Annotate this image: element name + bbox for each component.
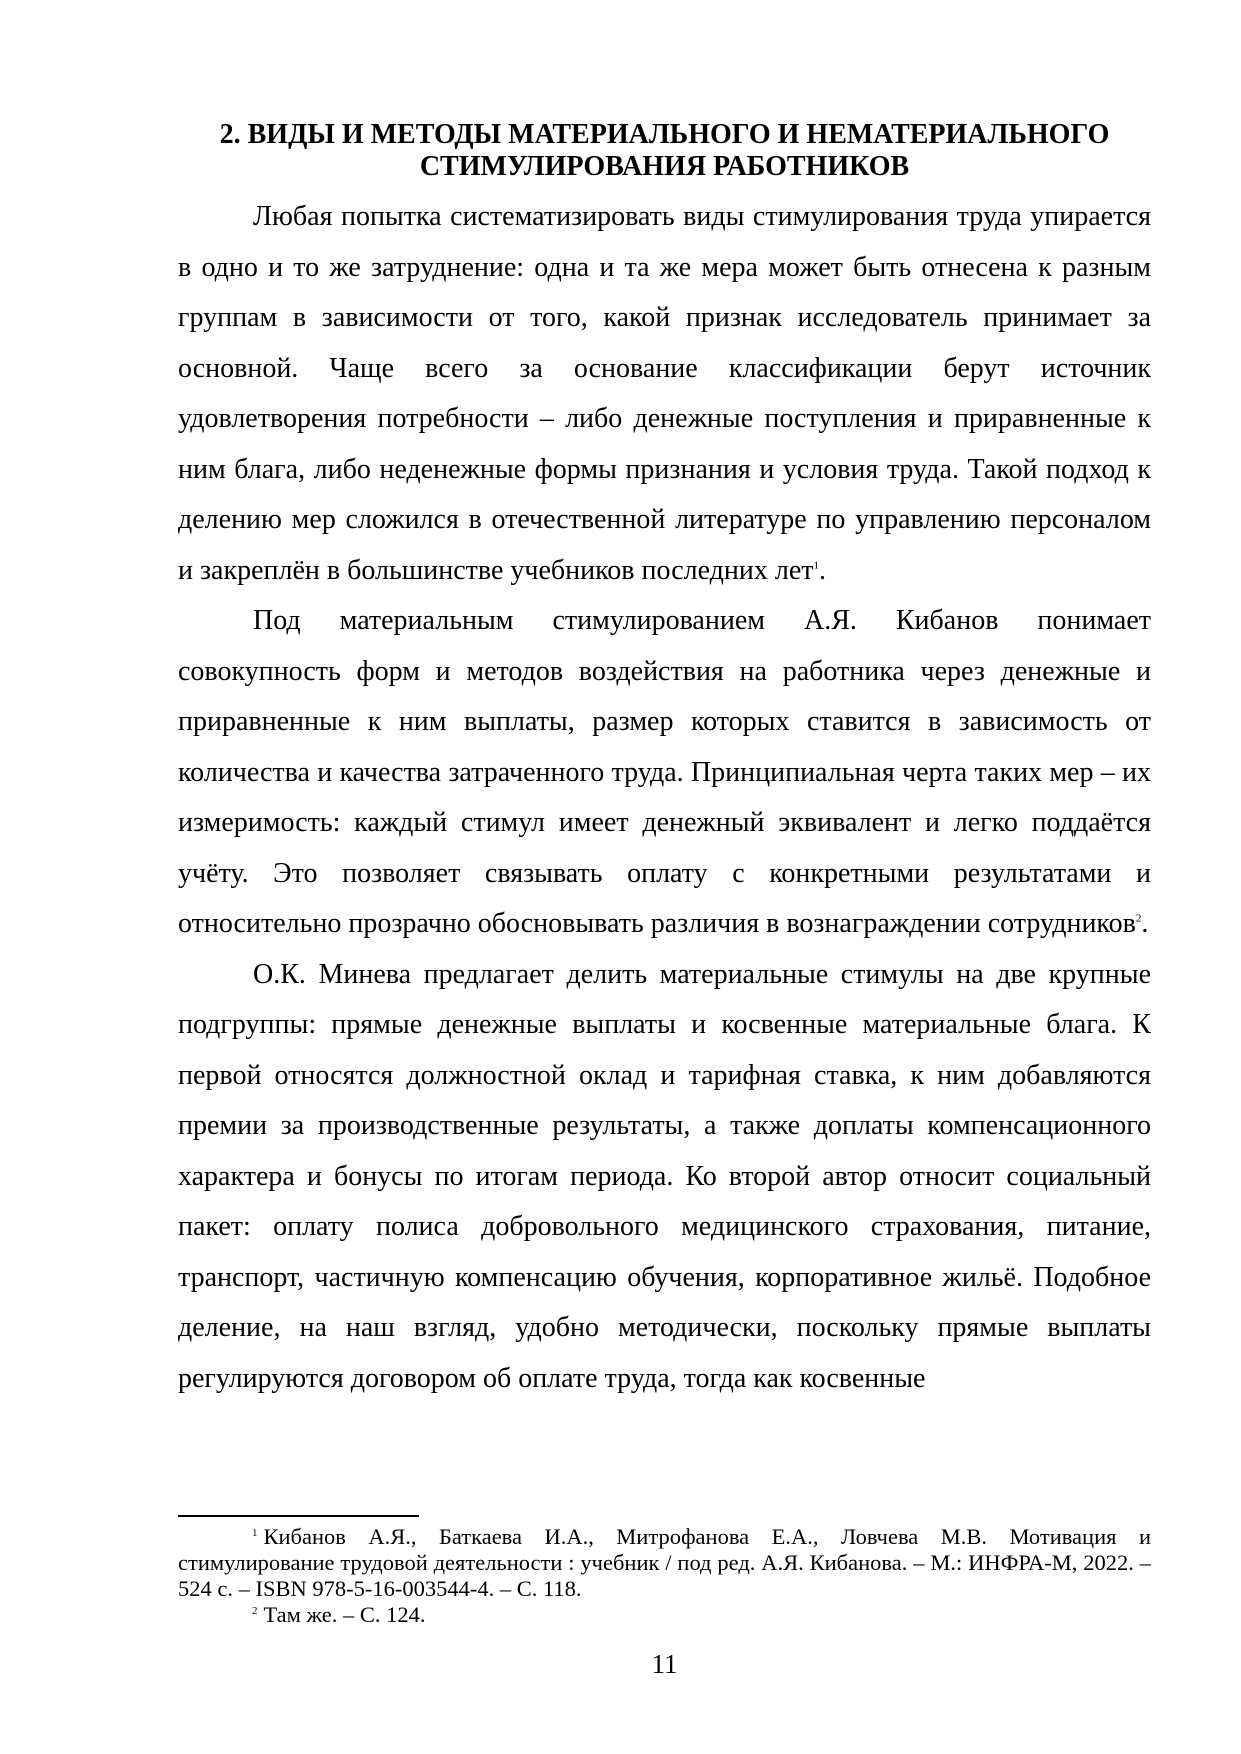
page-number: 11	[651, 1649, 678, 1679]
footnote-2	[178, 1602, 1151, 1628]
chapter-heading-line-1: 2. ВИДЫ И МЕТОДЫ МАТЕРИАЛЬНОГО И НЕМАТЕРИАЛЬНОГО	[219, 119, 1110, 150]
footnote-ref-1: 1	[813, 559, 820, 572]
paragraph-1	[178, 192, 1151, 596]
footnote-1	[178, 1524, 1151, 1602]
chapter-heading-line-2: СТИМУЛИРОВАНИЯ РАБОТНИКОВ	[419, 151, 910, 182]
paragraph-2	[178, 596, 1151, 950]
footnotes	[178, 1524, 1151, 1628]
paragraph-3	[178, 950, 1151, 1405]
footnote-1-text: Кибанов А.Я., Баткаева И.А., Митрофанова Е.А., Ловчева М.В. Мотивация и стимулирование трудовой деятельности : учебник / под ред. А.Я. Кибанова. – М.: ИНФРА-М, 2022. – 524 с. – ISBN 978-5-16-003544-4. – С. 118.	[178, 1524, 1151, 1601]
document-page	[178, 0, 1151, 1754]
footnote-1-number: 1	[252, 1526, 258, 1539]
body-text	[178, 192, 1151, 1404]
paragraph-2-end: .	[1141, 908, 1149, 939]
footnote-ref-2: 2	[1135, 912, 1142, 925]
footnote-separator	[178, 1515, 419, 1517]
footnote-2-number: 2	[252, 1604, 258, 1617]
footnote-2-text: Там же. – С. 124.	[263, 1602, 426, 1627]
chapter-heading	[178, 119, 1151, 183]
paragraph-3-text: О.К. Минева предлагает делить материальные стимулы на две крупные подгруппы: прямые денежные выплаты и косвенные материальные блага. К первой относятся должностной оклад и тарифная ставка, к ним добавляются премии за производственные результаты, а также доплаты компенсационного характера и бонусы по итогам периода. Ко второй автор относит социальный пакет: оплату полиса добровольного медицинского страхования, питание, транспорт, частичную компенсацию обучения, корпоративное жильё. Подобное деление, на наш взгляд, удобно методически, поскольку прямые выплаты регулируются договором об оплате труда, тогда как косвенные	[178, 958, 1151, 1394]
paragraph-1-end: .	[819, 554, 827, 586]
paragraph-2-text: Под материальным стимулированием А.Я. Кибанов понимает совокупность форм и методов воздействия на работника через денежные и приравненные к ним выплаты, размер которых ставится в зависимость от количества и качества затраченного труда. Принципиальная черта таких мер – их измеримость: каждый стимул имеет денежный эквивалент и легко поддаётся учёту. Это позволяет связывать оплату с конкретными результатами и относительно прозрачно обосновывать различия в вознаграждении сотрудников	[178, 605, 1151, 939]
paragraph-1-text: Любая попытка систематизировать виды стимулирования труда упирается в одно и то же затруднение: одна и та же мера может быть отнесена к разным группам в зависимости от того, какой признак исследователь принимает за основной. Чаще всего за основание классификации берут источник удовлетворения потребности – либо денежные поступления и приравненные к ним блага, либо неденежные формы признания и условия труда. Такой подход к делению мер сложился в отечественной литературе по управлению персоналом и закреплён в большинстве учебников последних лет	[178, 201, 1151, 586]
